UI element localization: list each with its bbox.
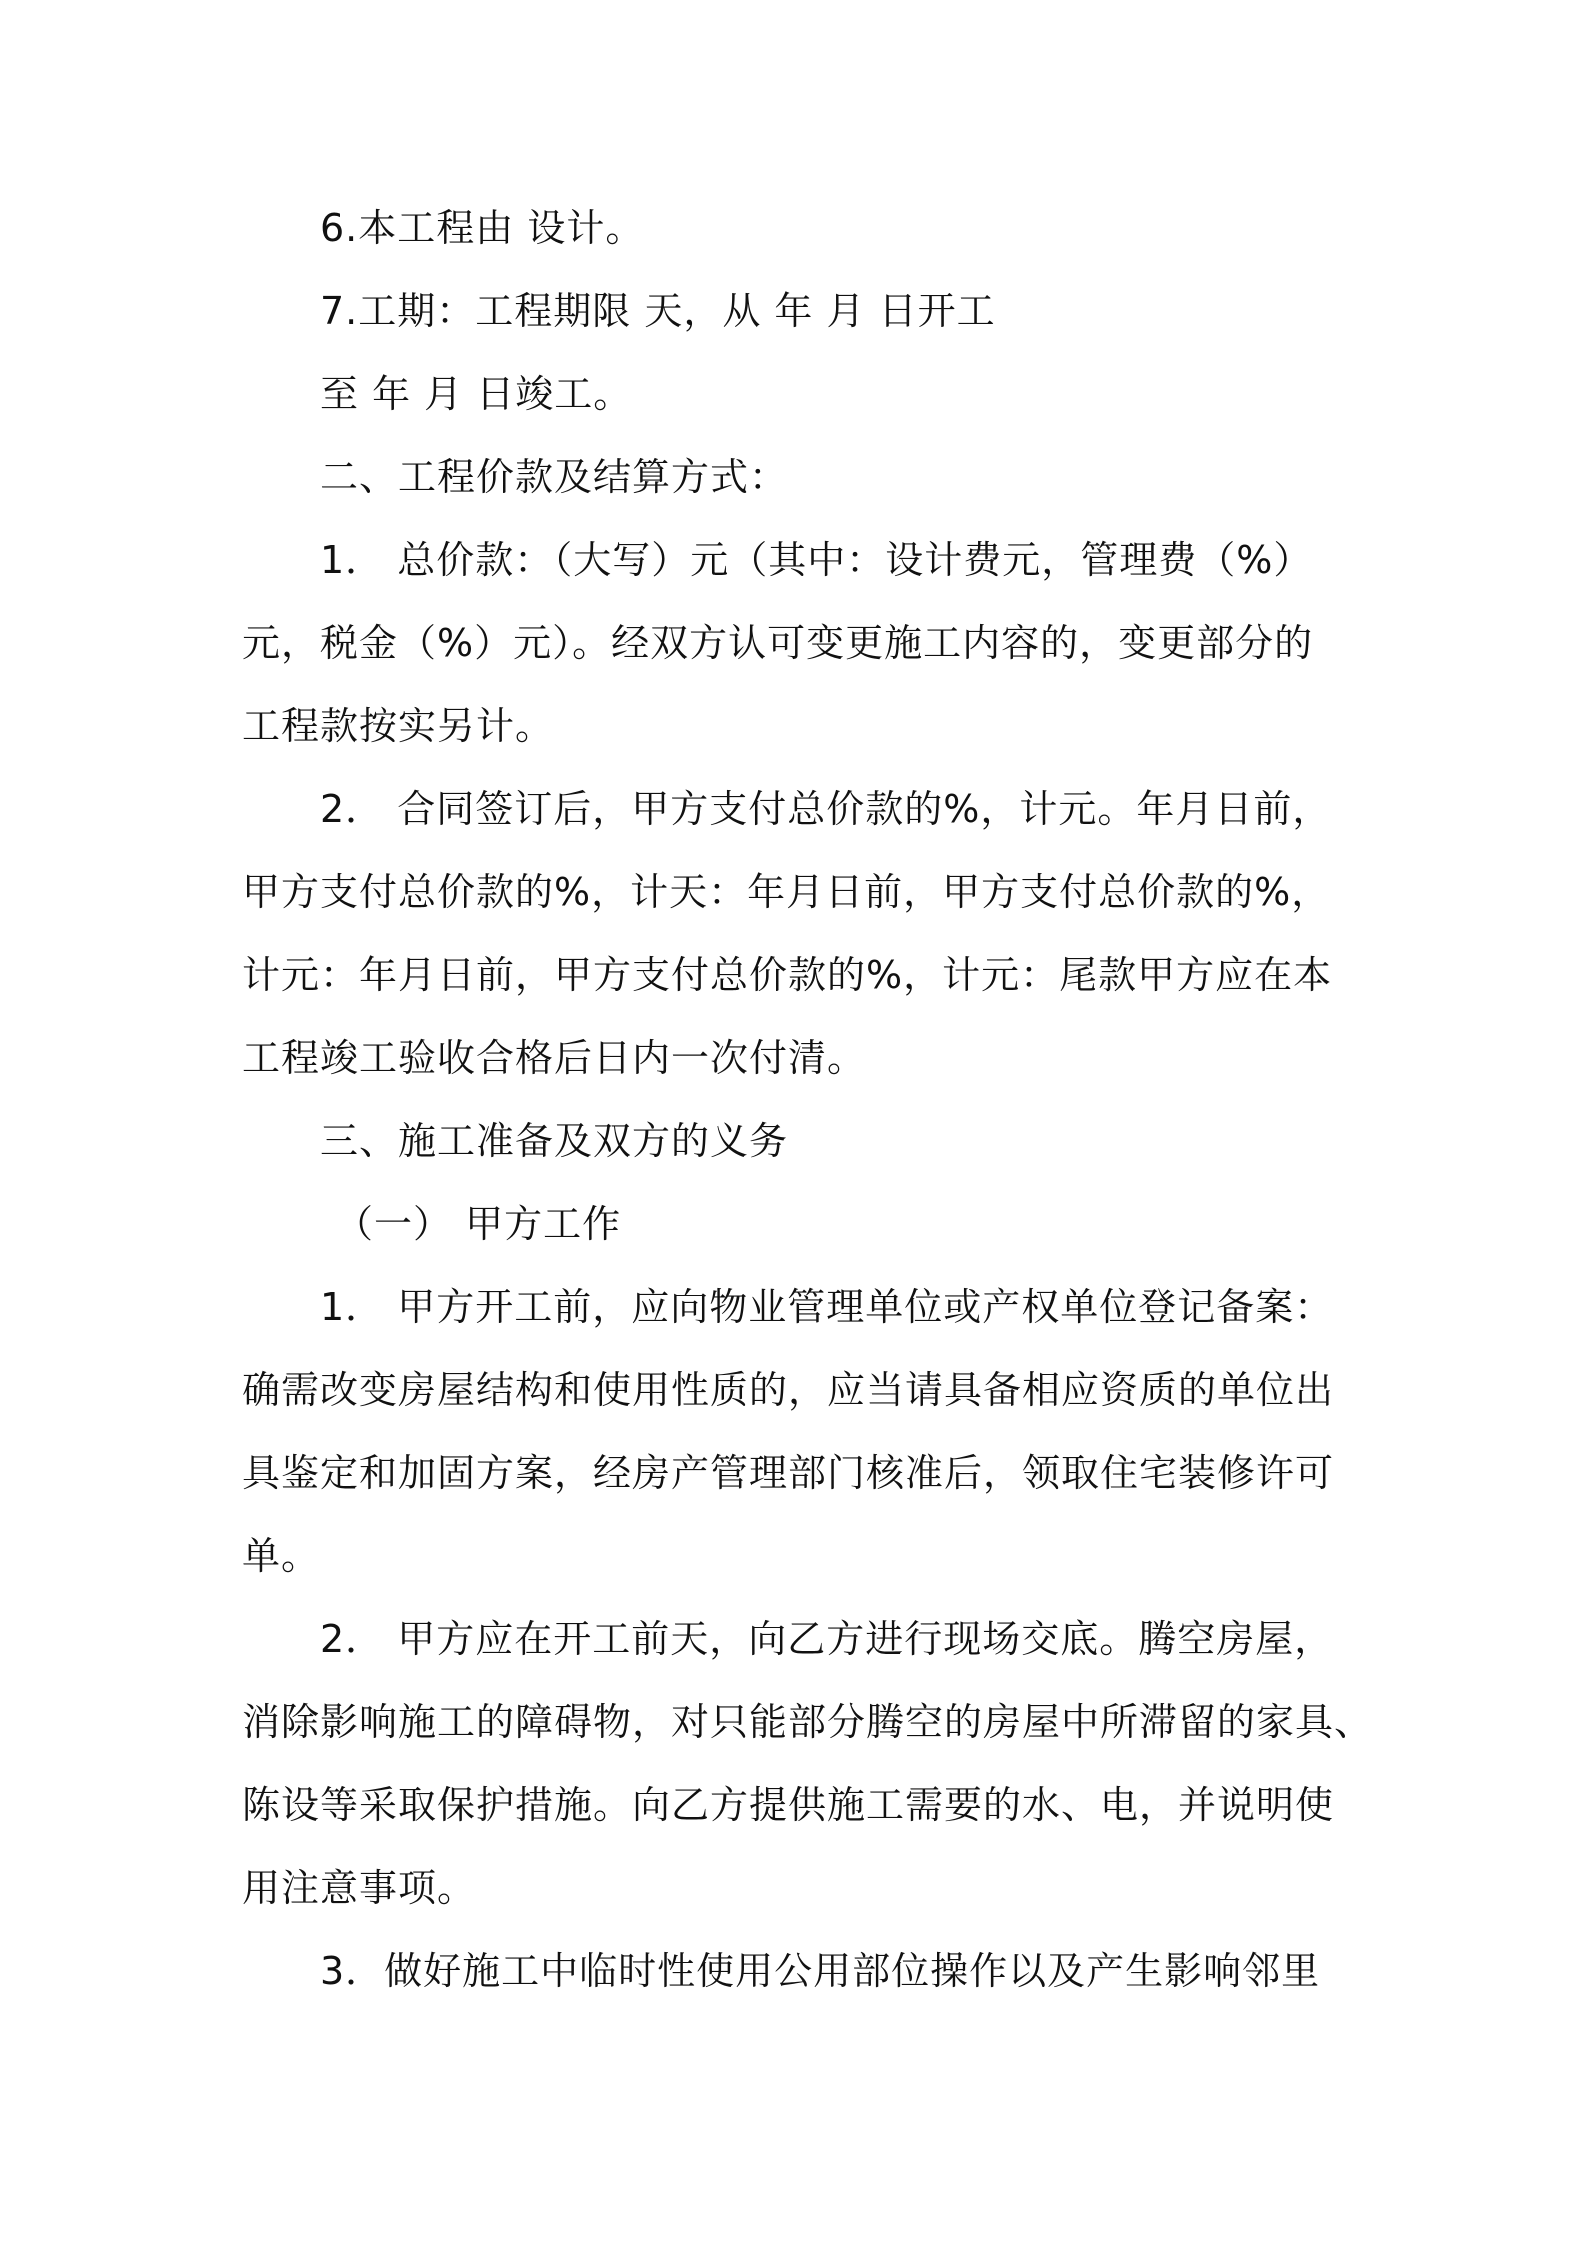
subsection-heading: （一） 甲方工作 [335,1202,622,1246]
text-line: 3．做好施工中临时性使用公用部位操作以及产生影响邻里 [320,1949,1321,1993]
text-line: 具鉴定和加固方案，经房产管理部门核准后，领取住宅装修许可 [242,1451,1335,1495]
section-heading: 二、工程价款及结算方式： [320,455,789,499]
text-line: 确需改变房屋结构和使用性质的，应当请具备相应资质的单位出 [242,1368,1335,1412]
text-line: 元，税金（%）元）。经双方认可变更施工内容的，变更部分的 [242,621,1314,665]
text-line: 6.本工程由 设计。 [320,206,645,250]
text-line: 消除影响施工的障碍物，对只能部分腾空的房屋中所滞留的家具、 [242,1700,1374,1744]
text-line: 单。 [242,1534,321,1578]
text-line: 1． 甲方开工前，应向物业管理单位或产权单位登记备案： [320,1285,1334,1329]
text-line: 工程竣工验收合格后日内一次付清。 [242,1036,867,1080]
text-line: 陈设等采取保护措施。向乙方提供施工需要的水、电，并说明使 [242,1783,1335,1827]
text-line: 2． 合同签订后，甲方支付总价款的%，计元。年月日前， [320,787,1332,831]
section-heading: 三、施工准备及双方的义务 [320,1119,789,1163]
text-line: 1． 总价款：（大写）元（其中：设计费元，管理费（%） [320,538,1313,582]
text-line: 7.工期：工程期限 天，从 年 月 日开工 [320,289,996,333]
text-line: 至 年 月 日竣工。 [320,372,633,416]
text-line: 2． 甲方应在开工前天，向乙方进行现场交底。腾空房屋， [320,1617,1334,1661]
text-line: 工程款按实另计。 [242,704,555,748]
text-line: 计元：年月日前，甲方支付总价款的%，计元：尾款甲方应在本 [242,953,1333,997]
text-line: 用注意事项。 [242,1866,477,1910]
text-line: 甲方支付总价款的%，计天：年月日前，甲方支付总价款的%， [242,870,1331,914]
